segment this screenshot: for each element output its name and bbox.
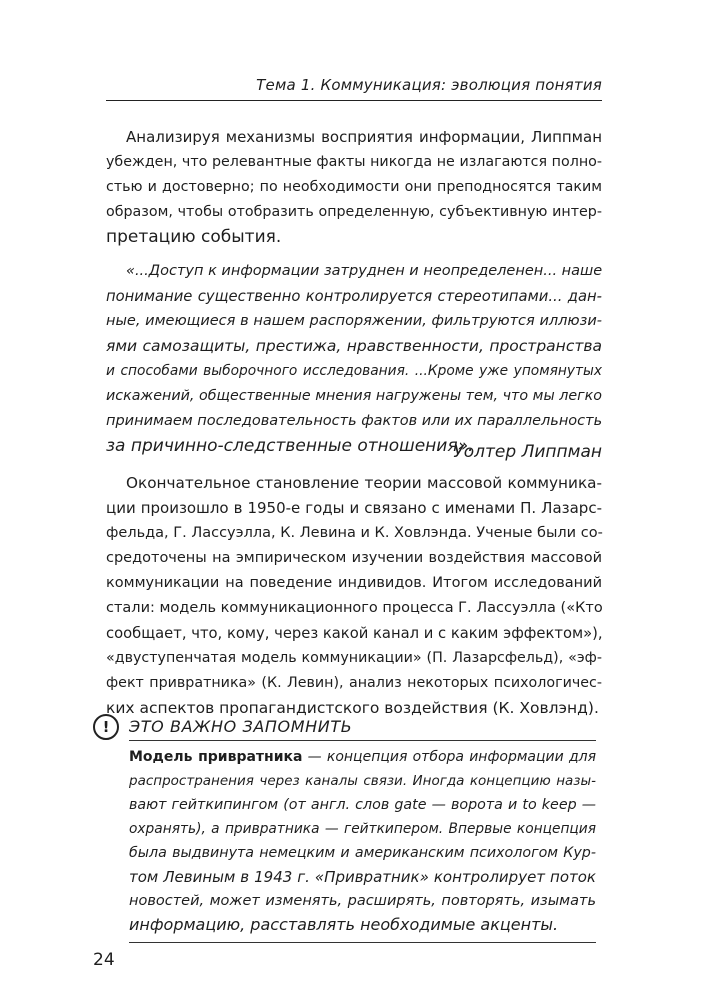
box-line: новостей, может изменять, расширять, повторять, изымать: [129, 893, 596, 909]
paragraph-line: Анализируя механизмы восприятия информации, Липпман: [126, 128, 602, 146]
paragraph-line: убежден, что релевантные факты никогда не излагаются полно-: [106, 154, 602, 170]
quote-line: понимание существенно контролируется стереотипами... дан-: [106, 288, 602, 305]
box-line: вают гейткипингом (от англ. слов gate — ворота и to keep —: [129, 797, 596, 813]
paragraph-line: стью и достоверно; по необходимости они преподносятся таким: [106, 179, 602, 195]
box-line: информацию, расставлять необходимые акценты.: [129, 915, 559, 934]
paragraph-line: фект привратника» (К. Левин), анализ некоторых психологичес-: [106, 675, 602, 691]
paragraph-line: коммуникации на поведение индивидов. Итогом исследований: [106, 575, 602, 591]
header-rule: [106, 100, 602, 101]
quote-line: за причинно-следственные отношения».: [106, 436, 474, 456]
box-line: охранять), а привратника — гейткипером. Впервые концепция: [129, 821, 596, 837]
paragraph-line: средоточены на эмпирическом изучении воздействия массовой: [106, 550, 602, 566]
exclamation-icon: !: [93, 714, 119, 740]
box-bottom-rule: [129, 942, 596, 943]
quote-line: и способами выборочного исследования. ...Кроме уже упомянутых: [106, 363, 602, 379]
running-head: Тема 1. Коммуникация: эволюция понятия: [256, 76, 602, 94]
quote-author: Уолтер Липпман: [453, 442, 602, 462]
quote-line: ные, имеющиеся в нашем распоряжении, фильтруются иллюзи-: [106, 313, 602, 329]
definition-term: Модель привратника: [129, 749, 303, 765]
box-line: была выдвинута немецким и американским психологом Кур-: [129, 845, 596, 861]
box-line: том Левиным в 1943 г. «Привратник» контролирует поток: [129, 868, 596, 886]
page-number: 24: [93, 950, 115, 970]
box-line: распространения через каналы связи. Иногда концепцию назы-: [129, 773, 596, 789]
paragraph-line: фельда, Г. Лассуэлла, К. Левина и К. Ховлэнда. Ученые были со-: [106, 525, 603, 541]
paragraph-line: образом, чтобы отобразить определенную, субъективную интер-: [106, 204, 602, 220]
definition-text: — концепция отбора информации для: [302, 749, 596, 765]
paragraph-line: ции произошло в 1950-е годы и связано с именами П. Лазарс-: [106, 499, 602, 517]
quote-line: принимаем последовательность фактов или их параллельность: [106, 413, 603, 429]
paragraph-line: ких аспектов пропагандистского воздействия (К. Ховлэнд).: [106, 699, 599, 717]
paragraph-line: сообщает, что, кому, через какой канал и с каким эффектом»),: [106, 625, 603, 642]
paragraph-line: стали: модель коммуникационного процесса Г. Лассуэлла («Кто: [106, 600, 603, 616]
quote-line: «...Доступ к информации затруднен и неопределенен... наше: [126, 263, 603, 279]
paragraph-line: «двуступенчатая модель коммуникации» (П. Лазарсфельд), «эф-: [106, 650, 602, 666]
important-box-title: ЭТО ВАЖНО ЗАПОМНИТЬ: [129, 717, 353, 736]
paragraph-line: Окончательное становление теории массовой коммуника-: [126, 474, 602, 492]
quote-line: искажений, общественные мнения нагружены тем, что мы легко: [106, 388, 602, 404]
box-definition-line: [129, 745, 596, 769]
box-top-rule: [129, 740, 596, 741]
paragraph-line: претацию события.: [106, 227, 282, 247]
quote-line: ями самозащиты, престижа, нравственности, пространства: [106, 337, 602, 355]
